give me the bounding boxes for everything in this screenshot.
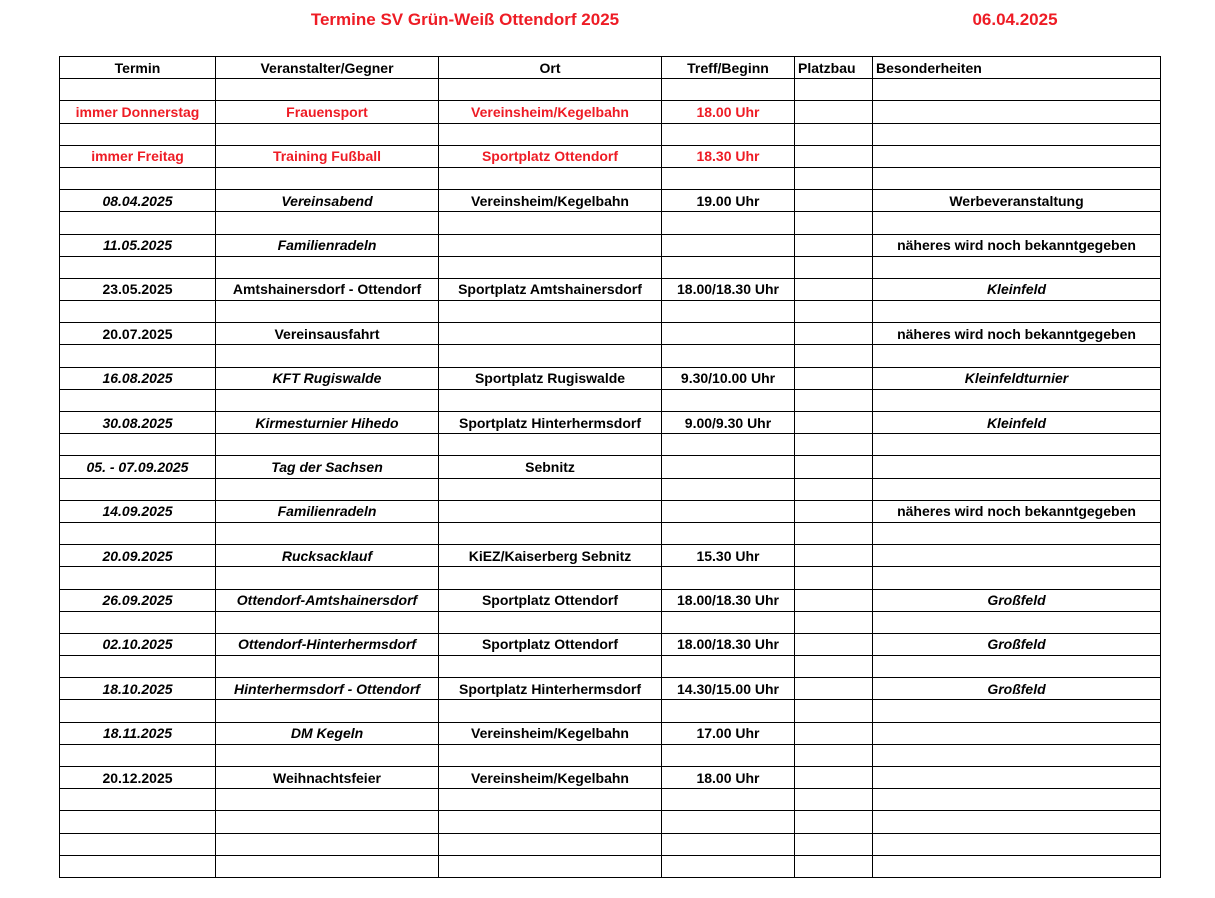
cell-besonderheiten bbox=[873, 700, 1161, 722]
table-row bbox=[60, 611, 1161, 633]
cell-termin: immer Freitag bbox=[60, 145, 216, 167]
document-date: 06.04.2025 bbox=[972, 10, 1058, 29]
cell-termin: 16.08.2025 bbox=[60, 367, 216, 389]
cell-besonderheiten: näheres wird noch bekanntgegeben bbox=[873, 323, 1161, 345]
cell-platzbau bbox=[795, 678, 873, 700]
cell-platzbau bbox=[795, 167, 873, 189]
table-row bbox=[60, 412, 1161, 434]
cell-gegner bbox=[216, 256, 439, 278]
col-header-ort: Ort bbox=[439, 57, 662, 79]
cell-ort bbox=[439, 79, 662, 101]
table-row bbox=[60, 589, 1161, 611]
col-header-besonderheiten: Besonderheiten bbox=[873, 57, 1161, 79]
cell-platzbau bbox=[795, 434, 873, 456]
table-row bbox=[60, 700, 1161, 722]
cell-termin: 23.05.2025 bbox=[60, 278, 216, 300]
table-row bbox=[60, 789, 1161, 811]
cell-termin bbox=[60, 611, 216, 633]
cell-gegner: Hinterhermsdorf - Ottendorf bbox=[216, 678, 439, 700]
cell-termin bbox=[60, 123, 216, 145]
cell-ort: Vereinsheim/Kegelbahn bbox=[439, 101, 662, 123]
cell-ort bbox=[439, 123, 662, 145]
cell-gegner bbox=[216, 434, 439, 456]
table-row bbox=[60, 79, 1161, 101]
cell-termin bbox=[60, 256, 216, 278]
cell-besonderheiten bbox=[873, 167, 1161, 189]
cell-ort bbox=[439, 234, 662, 256]
table-row bbox=[60, 145, 1161, 167]
cell-treff bbox=[662, 656, 795, 678]
cell-besonderheiten bbox=[873, 79, 1161, 101]
cell-platzbau bbox=[795, 500, 873, 522]
cell-besonderheiten: Großfeld bbox=[873, 589, 1161, 611]
table-row bbox=[60, 567, 1161, 589]
table-row bbox=[60, 722, 1161, 744]
cell-gegner bbox=[216, 212, 439, 234]
cell-platzbau bbox=[795, 767, 873, 789]
cell-treff: 9.30/10.00 Uhr bbox=[662, 367, 795, 389]
cell-termin bbox=[60, 656, 216, 678]
cell-platzbau bbox=[795, 345, 873, 367]
cell-treff bbox=[662, 611, 795, 633]
cell-besonderheiten: näheres wird noch bekanntgegeben bbox=[873, 500, 1161, 522]
cell-gegner: Kirmesturnier Hihedo bbox=[216, 412, 439, 434]
cell-treff bbox=[662, 567, 795, 589]
cell-ort: Sportplatz Amtshainersdorf bbox=[439, 278, 662, 300]
cell-platzbau bbox=[795, 855, 873, 877]
cell-gegner: Amtshainersdorf - Ottendorf bbox=[216, 278, 439, 300]
cell-ort: KiEZ/Kaiserberg Sebnitz bbox=[439, 545, 662, 567]
cell-gegner bbox=[216, 522, 439, 544]
cell-termin bbox=[60, 79, 216, 101]
cell-gegner: Rucksacklauf bbox=[216, 545, 439, 567]
cell-ort bbox=[439, 611, 662, 633]
cell-gegner: Familienradeln bbox=[216, 500, 439, 522]
cell-platzbau bbox=[795, 123, 873, 145]
cell-gegner bbox=[216, 656, 439, 678]
table-row bbox=[60, 167, 1161, 189]
col-header-treff: Treff/Beginn bbox=[662, 57, 795, 79]
cell-termin: 20.12.2025 bbox=[60, 767, 216, 789]
cell-gegner bbox=[216, 79, 439, 101]
cell-gegner: Familienradeln bbox=[216, 234, 439, 256]
cell-platzbau bbox=[795, 656, 873, 678]
cell-gegner: Weihnachtsfeier bbox=[216, 767, 439, 789]
table-row bbox=[60, 500, 1161, 522]
cell-platzbau bbox=[795, 522, 873, 544]
cell-besonderheiten bbox=[873, 744, 1161, 766]
cell-treff: 18.00/18.30 Uhr bbox=[662, 278, 795, 300]
table-row bbox=[60, 101, 1161, 123]
cell-termin: 02.10.2025 bbox=[60, 633, 216, 655]
cell-termin: immer Donnerstag bbox=[60, 101, 216, 123]
cell-ort bbox=[439, 522, 662, 544]
cell-gegner: Ottendorf-Amtshainersdorf bbox=[216, 589, 439, 611]
cell-gegner: Vereinsabend bbox=[216, 190, 439, 212]
table-row bbox=[60, 345, 1161, 367]
cell-treff bbox=[662, 789, 795, 811]
cell-treff bbox=[662, 811, 795, 833]
cell-gegner bbox=[216, 611, 439, 633]
cell-gegner bbox=[216, 301, 439, 323]
cell-gegner: Vereinsausfahrt bbox=[216, 323, 439, 345]
cell-treff bbox=[662, 212, 795, 234]
cell-termin bbox=[60, 212, 216, 234]
cell-besonderheiten bbox=[873, 301, 1161, 323]
cell-ort bbox=[439, 212, 662, 234]
cell-ort bbox=[439, 855, 662, 877]
cell-termin bbox=[60, 567, 216, 589]
cell-termin bbox=[60, 744, 216, 766]
cell-gegner: KFT Rugiswalde bbox=[216, 367, 439, 389]
cell-besonderheiten bbox=[873, 123, 1161, 145]
table-row bbox=[60, 833, 1161, 855]
table-row bbox=[60, 522, 1161, 544]
cell-besonderheiten bbox=[873, 656, 1161, 678]
cell-gegner bbox=[216, 345, 439, 367]
table-row bbox=[60, 123, 1161, 145]
cell-termin: 14.09.2025 bbox=[60, 500, 216, 522]
cell-gegner bbox=[216, 478, 439, 500]
cell-besonderheiten bbox=[873, 567, 1161, 589]
cell-besonderheiten: Kleinfeldturnier bbox=[873, 367, 1161, 389]
cell-besonderheiten bbox=[873, 478, 1161, 500]
cell-treff: 18.30 Uhr bbox=[662, 145, 795, 167]
cell-termin bbox=[60, 167, 216, 189]
cell-ort bbox=[439, 567, 662, 589]
table-body bbox=[60, 79, 1161, 878]
cell-besonderheiten bbox=[873, 789, 1161, 811]
cell-platzbau bbox=[795, 301, 873, 323]
cell-treff: 19.00 Uhr bbox=[662, 190, 795, 212]
cell-ort bbox=[439, 345, 662, 367]
cell-besonderheiten bbox=[873, 722, 1161, 744]
cell-platzbau bbox=[795, 367, 873, 389]
cell-platzbau bbox=[795, 323, 873, 345]
cell-gegner bbox=[216, 389, 439, 411]
cell-termin: 08.04.2025 bbox=[60, 190, 216, 212]
cell-ort bbox=[439, 500, 662, 522]
cell-ort bbox=[439, 833, 662, 855]
table-row bbox=[60, 855, 1161, 877]
cell-platzbau bbox=[795, 412, 873, 434]
cell-treff bbox=[662, 833, 795, 855]
cell-platzbau bbox=[795, 278, 873, 300]
cell-platzbau bbox=[795, 789, 873, 811]
table-row bbox=[60, 811, 1161, 833]
table-row bbox=[60, 744, 1161, 766]
cell-treff bbox=[662, 522, 795, 544]
cell-termin bbox=[60, 855, 216, 877]
cell-platzbau bbox=[795, 101, 873, 123]
cell-platzbau bbox=[795, 633, 873, 655]
cell-termin: 18.10.2025 bbox=[60, 678, 216, 700]
cell-besonderheiten: Kleinfeld bbox=[873, 278, 1161, 300]
cell-platzbau bbox=[795, 234, 873, 256]
cell-ort bbox=[439, 434, 662, 456]
cell-gegner bbox=[216, 789, 439, 811]
cell-termin bbox=[60, 434, 216, 456]
cell-treff bbox=[662, 323, 795, 345]
cell-besonderheiten bbox=[873, 456, 1161, 478]
cell-besonderheiten bbox=[873, 434, 1161, 456]
cell-gegner bbox=[216, 833, 439, 855]
cell-platzbau bbox=[795, 545, 873, 567]
cell-termin bbox=[60, 301, 216, 323]
cell-platzbau bbox=[795, 589, 873, 611]
cell-besonderheiten: Großfeld bbox=[873, 678, 1161, 700]
cell-termin bbox=[60, 522, 216, 544]
cell-termin bbox=[60, 478, 216, 500]
cell-treff bbox=[662, 500, 795, 522]
cell-termin: 30.08.2025 bbox=[60, 412, 216, 434]
cell-ort: Sportplatz Hinterhermsdorf bbox=[439, 678, 662, 700]
cell-treff bbox=[662, 79, 795, 101]
cell-treff: 18.00/18.30 Uhr bbox=[662, 633, 795, 655]
table-row bbox=[60, 301, 1161, 323]
cell-treff bbox=[662, 123, 795, 145]
cell-ort: Sportplatz Hinterhermsdorf bbox=[439, 412, 662, 434]
cell-treff bbox=[662, 234, 795, 256]
cell-platzbau bbox=[795, 722, 873, 744]
cell-platzbau bbox=[795, 456, 873, 478]
cell-gegner: Training Fußball bbox=[216, 145, 439, 167]
col-header-termin: Termin bbox=[60, 57, 216, 79]
cell-gegner bbox=[216, 744, 439, 766]
cell-treff bbox=[662, 456, 795, 478]
cell-ort: Sportplatz Ottendorf bbox=[439, 633, 662, 655]
cell-treff bbox=[662, 256, 795, 278]
cell-besonderheiten bbox=[873, 767, 1161, 789]
cell-gegner bbox=[216, 855, 439, 877]
table-row bbox=[60, 678, 1161, 700]
cell-termin: 20.07.2025 bbox=[60, 323, 216, 345]
table-row bbox=[60, 478, 1161, 500]
cell-platzbau bbox=[795, 478, 873, 500]
cell-gegner bbox=[216, 811, 439, 833]
cell-platzbau bbox=[795, 256, 873, 278]
cell-platzbau bbox=[795, 79, 873, 101]
cell-platzbau bbox=[795, 611, 873, 633]
cell-ort bbox=[439, 656, 662, 678]
cell-treff: 18.00 Uhr bbox=[662, 767, 795, 789]
cell-besonderheiten: Werbeveranstaltung bbox=[873, 190, 1161, 212]
cell-treff: 18.00/18.30 Uhr bbox=[662, 589, 795, 611]
cell-besonderheiten bbox=[873, 855, 1161, 877]
cell-gegner bbox=[216, 700, 439, 722]
table-row bbox=[60, 234, 1161, 256]
cell-ort bbox=[439, 389, 662, 411]
cell-besonderheiten bbox=[873, 256, 1161, 278]
cell-treff bbox=[662, 434, 795, 456]
schedule-table bbox=[59, 56, 1161, 878]
cell-treff: 17.00 Uhr bbox=[662, 722, 795, 744]
cell-besonderheiten bbox=[873, 811, 1161, 833]
cell-treff bbox=[662, 167, 795, 189]
cell-besonderheiten: Kleinfeld bbox=[873, 412, 1161, 434]
cell-ort bbox=[439, 811, 662, 833]
cell-termin bbox=[60, 811, 216, 833]
cell-besonderheiten bbox=[873, 389, 1161, 411]
cell-besonderheiten bbox=[873, 212, 1161, 234]
col-header-platzbau: Platzbau bbox=[795, 57, 873, 79]
cell-besonderheiten: näheres wird noch bekanntgegeben bbox=[873, 234, 1161, 256]
cell-gegner bbox=[216, 123, 439, 145]
cell-termin: 26.09.2025 bbox=[60, 589, 216, 611]
cell-ort: Sportplatz Rugiswalde bbox=[439, 367, 662, 389]
cell-treff bbox=[662, 855, 795, 877]
cell-platzbau bbox=[795, 190, 873, 212]
table-row bbox=[60, 256, 1161, 278]
cell-platzbau bbox=[795, 212, 873, 234]
cell-ort bbox=[439, 256, 662, 278]
table-row bbox=[60, 389, 1161, 411]
cell-ort: Sportplatz Ottendorf bbox=[439, 589, 662, 611]
cell-gegner bbox=[216, 567, 439, 589]
cell-treff bbox=[662, 301, 795, 323]
cell-ort: Sportplatz Ottendorf bbox=[439, 145, 662, 167]
cell-gegner: Ottendorf-Hinterhermsdorf bbox=[216, 633, 439, 655]
table-row bbox=[60, 545, 1161, 567]
cell-ort: Vereinsheim/Kegelbahn bbox=[439, 190, 662, 212]
cell-besonderheiten bbox=[873, 545, 1161, 567]
table-row bbox=[60, 367, 1161, 389]
cell-termin bbox=[60, 700, 216, 722]
cell-ort bbox=[439, 744, 662, 766]
cell-treff: 14.30/15.00 Uhr bbox=[662, 678, 795, 700]
table-header-row bbox=[60, 57, 1161, 79]
cell-besonderheiten bbox=[873, 522, 1161, 544]
cell-termin bbox=[60, 833, 216, 855]
cell-ort bbox=[439, 323, 662, 345]
table-row bbox=[60, 323, 1161, 345]
table-row bbox=[60, 190, 1161, 212]
cell-besonderheiten: Großfeld bbox=[873, 633, 1161, 655]
cell-treff bbox=[662, 345, 795, 367]
col-header-gegner: Veranstalter/Gegner bbox=[216, 57, 439, 79]
page-title: Termine SV Grün-Weiß Ottendorf 2025 bbox=[310, 10, 620, 29]
cell-termin: 11.05.2025 bbox=[60, 234, 216, 256]
cell-ort bbox=[439, 700, 662, 722]
cell-ort: Sebnitz bbox=[439, 456, 662, 478]
cell-besonderheiten bbox=[873, 345, 1161, 367]
cell-treff: 15.30 Uhr bbox=[662, 545, 795, 567]
cell-treff bbox=[662, 744, 795, 766]
cell-ort: Vereinsheim/Kegelbahn bbox=[439, 767, 662, 789]
cell-besonderheiten bbox=[873, 611, 1161, 633]
cell-treff bbox=[662, 389, 795, 411]
cell-termin: 18.11.2025 bbox=[60, 722, 216, 744]
table-row bbox=[60, 278, 1161, 300]
cell-platzbau bbox=[795, 833, 873, 855]
cell-ort bbox=[439, 301, 662, 323]
table-row bbox=[60, 767, 1161, 789]
cell-besonderheiten bbox=[873, 833, 1161, 855]
cell-treff: 9.00/9.30 Uhr bbox=[662, 412, 795, 434]
cell-platzbau bbox=[795, 744, 873, 766]
cell-besonderheiten bbox=[873, 145, 1161, 167]
cell-treff: 18.00 Uhr bbox=[662, 101, 795, 123]
cell-gegner bbox=[216, 167, 439, 189]
cell-ort: Vereinsheim/Kegelbahn bbox=[439, 722, 662, 744]
cell-platzbau bbox=[795, 145, 873, 167]
cell-treff bbox=[662, 700, 795, 722]
table-row bbox=[60, 434, 1161, 456]
table-row bbox=[60, 633, 1161, 655]
table-row bbox=[60, 656, 1161, 678]
cell-termin: 05. - 07.09.2025 bbox=[60, 456, 216, 478]
table-row bbox=[60, 212, 1161, 234]
cell-termin bbox=[60, 789, 216, 811]
cell-ort bbox=[439, 478, 662, 500]
cell-ort bbox=[439, 167, 662, 189]
table-row bbox=[60, 456, 1161, 478]
cell-gegner: DM Kegeln bbox=[216, 722, 439, 744]
cell-gegner: Tag der Sachsen bbox=[216, 456, 439, 478]
cell-gegner: Frauensport bbox=[216, 101, 439, 123]
cell-besonderheiten bbox=[873, 101, 1161, 123]
cell-ort bbox=[439, 789, 662, 811]
cell-treff bbox=[662, 478, 795, 500]
cell-platzbau bbox=[795, 389, 873, 411]
cell-platzbau bbox=[795, 700, 873, 722]
cell-platzbau bbox=[795, 811, 873, 833]
cell-platzbau bbox=[795, 567, 873, 589]
cell-termin: 20.09.2025 bbox=[60, 545, 216, 567]
cell-termin bbox=[60, 345, 216, 367]
cell-termin bbox=[60, 389, 216, 411]
